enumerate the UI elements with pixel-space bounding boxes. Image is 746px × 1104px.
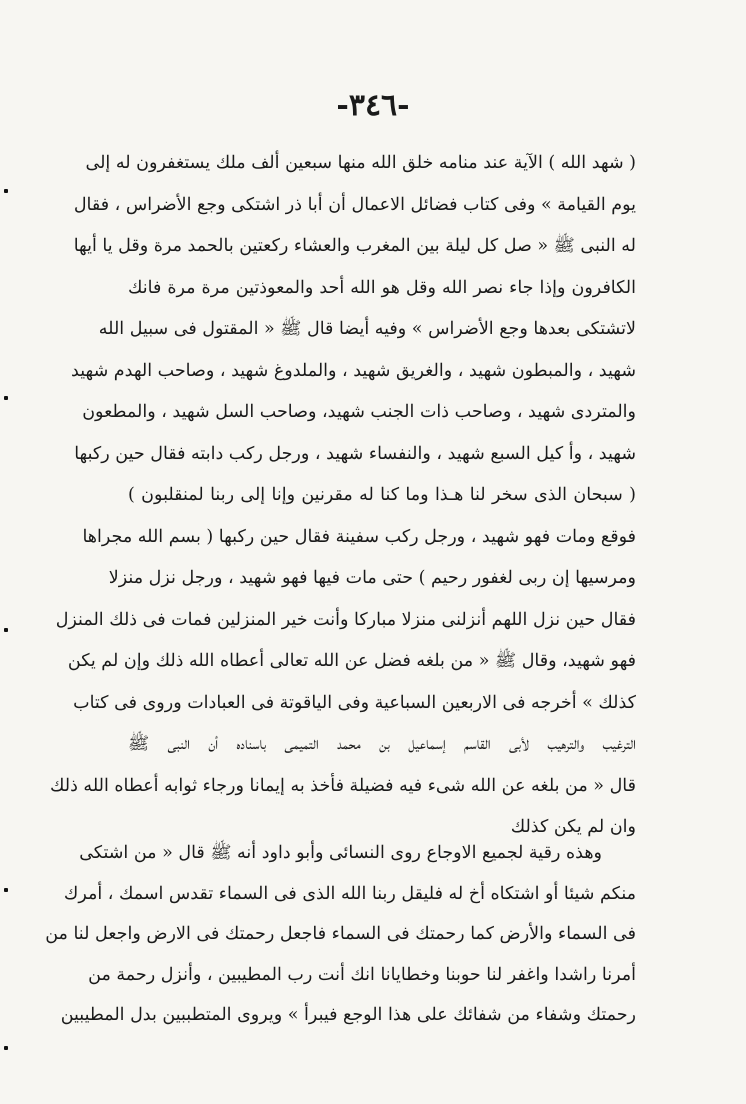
text-line: منكم شيئا أو اشتكاه أخ له فليقل ربنا الله الذى فى السماء تقدس اسمك ، أمرك (63, 883, 636, 904)
text-line: شهيد ، والمبطون شهيد ، والغريق شهيد ، والملدوغ شهيد ، وصاحب الهدم شهيد (71, 360, 636, 381)
text-line: شهيد ، وأ كيل السبع شهيد ، والنفساء شهيد ، ورجل ركب دابته فقال حين ركبها (74, 443, 636, 464)
text-line: يوم القيامة » وفى كتاب فضائل الاعمال أن أبا ذر اشتكى وجع الأضراس ، فقال (73, 194, 636, 215)
text-line: فقال حين نزل اللهم أنزلنى منزلا مباركا وأنت خير المنزلين فمات فى ذلك المنزل (55, 609, 636, 630)
text-line: كذلك » أخرجه فى الاربعين السباعية وفى الياقوتة فى العبادات وروى فى كتاب (73, 692, 636, 713)
page-number: -٣٤٦- (336, 88, 410, 123)
text-line: ( شهد الله ) الآية عند منامه خلق الله منها سبعين ألف ملك يستغفرون له إلى (85, 153, 636, 173)
margin-mark (4, 1046, 8, 1050)
paragraph-1 (50, 143, 636, 849)
text-line: لاتشتكى بعدها وجع الأضراس » وفيه أيضا قال ﷺ « المقتول فى سبيل الله (98, 319, 636, 339)
text-line: فهو شهيد، وقال ﷺ « من بلغه فضل عن الله تعالى أعطاه الله ذلك وإن لم يكن (67, 651, 636, 671)
margin-mark (4, 396, 8, 400)
text-line: الكافرون وإذا جاء نصر الله وقل هو الله أحد والمعوذتين مرة مرة فانك (128, 277, 636, 298)
text-line: له النبى ﷺ « صل كل ليلة بين المغرب والعشاء ركعتين بالحمد مرة وقل يا أيها (73, 236, 636, 256)
margin-mark (4, 189, 8, 193)
margin-mark (4, 888, 8, 892)
text-line: ( سبحان الذى سخر لنا هـذا وما كنا له مقرنين وإنا إلى ربنا لمنقلبون ) (128, 485, 636, 505)
text-line: رحمتك وشفاء من شفائك على هذا الوجع فيبرأ » ويروى المتطببين بدل المطيبين (60, 1005, 636, 1025)
text-line: فوقع ومات فهو شهيد ، ورجل ركب سفينة فقال حين ركبها ( بسم الله مجراها (82, 526, 636, 547)
text-line: قال « من بلغه عن الله شىء فيه فضيلة فأخذ به إيمانا ورجاء ثوابه أعطاه الله ذلك (50, 775, 636, 796)
paragraph-2 (45, 833, 636, 1036)
text-line: فى السماء والأرض كما رحمتك فى السماء فاجعل رحمتك فى الارض واجعل لنا من (45, 924, 636, 944)
text-line: أمرنا راشدا واغفر لنا حوبنا وخطايانا انك أنت رب المطيبين ، وأنزل رحمة من (88, 964, 636, 985)
text-line: وان لم يكن كذلك (510, 817, 636, 837)
text-line: ومرسيها إن ربى لغفور رحيم ) حتى مات فيها فهو شهيد ، ورجل نزل منزلا (108, 568, 636, 588)
text-line: وهذه رقية لجميع الاوجاع روى النسائى وأبو داود أنه ﷺ قال « من اشتكى (79, 843, 602, 863)
text-line: والمتردى شهيد ، وصاحب ذات الجنب شهيد، وصاحب السل شهيد ، والمطعون (82, 402, 636, 422)
margin-mark (4, 628, 8, 632)
text-line: الترغيب والترهيب لأبى القاسم إسماعيل بن محمد التميمى باسناده أن النبى ﷺ (128, 734, 636, 754)
